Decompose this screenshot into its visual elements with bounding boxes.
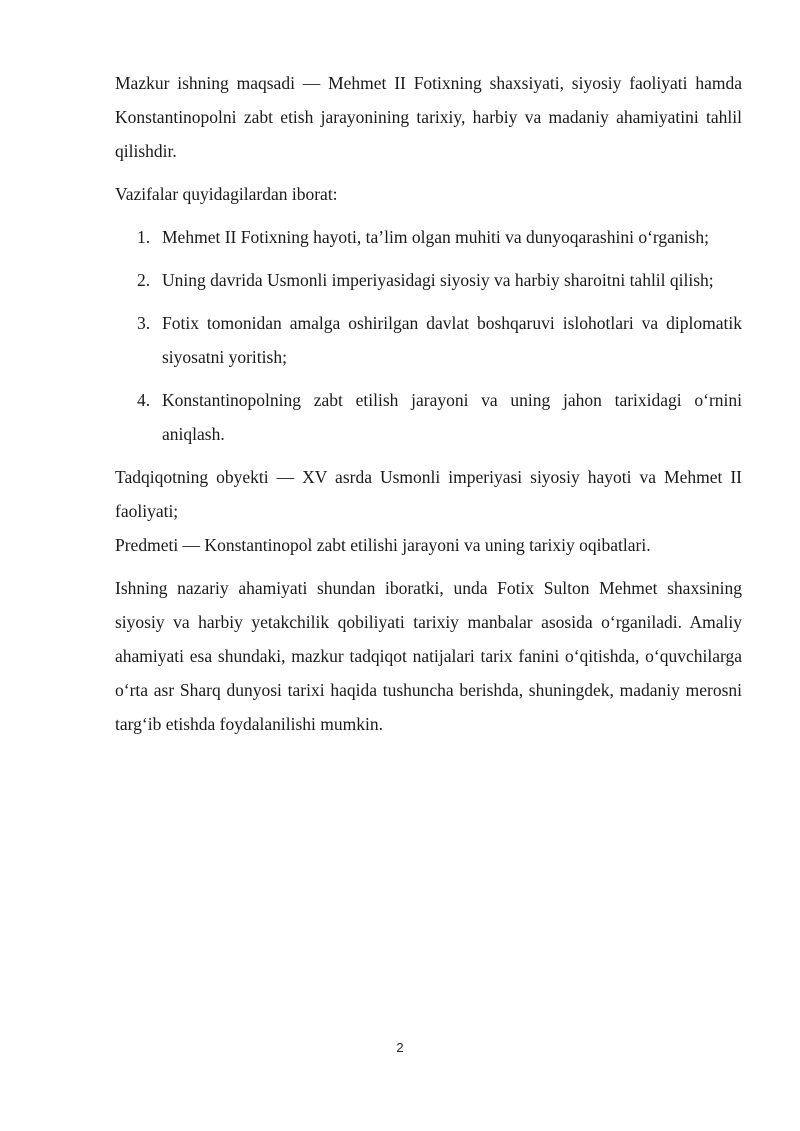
list-item-number: 1. xyxy=(137,227,151,247)
tasks-list xyxy=(115,220,742,451)
list-item xyxy=(137,220,742,254)
list-item-text: Konstantinopolning zabt etilish jarayoni va uning jahon tarixidagi o‘rnini aniqlash. xyxy=(162,390,742,444)
tasks-intro-paragraph: Vazifalar quyidagilardan iborat: xyxy=(115,184,338,204)
purpose-paragraph: Mazkur ishning maqsadi — Mehmet II Fotixning shaxsiyati, siyosiy faoliyati hamda Konstantinopolni zabt etish jarayonining tarixiy, harbiy va madaniy ahamiyatini tahlil qilishdir. xyxy=(115,73,742,161)
list-item xyxy=(137,263,742,297)
page-content xyxy=(115,66,742,741)
list-item-number: 2. xyxy=(137,270,151,290)
significance-paragraph: Ishning nazariy ahamiyati shundan iboratki, unda Fotix Sulton Mehmet shaxsining siyosiy va harbiy yetakchilik qobiliyati tarixiy manbalar asosida o‘rganiladi. Amaliy ahamiyati esa shundaki, mazkur tadqiqot natijalari tarix fanini o‘qitishda, o‘quvchilarga o‘rta asr Sharq dunyosi tarixi haqida tushuncha berishda, shuningdek, madaniy merosni targ‘ib etishda foydalanilishi mumkin. xyxy=(115,578,742,734)
list-item-number: 3. xyxy=(137,313,151,333)
page-number: 2 xyxy=(396,1040,404,1055)
research-object-paragraph: Tadqiqotning obyekti — XV asrda Usmonli imperiyasi siyosiy hayoti va Mehmet II faoliyati; xyxy=(115,467,742,521)
list-item-text: Uning davrida Usmonli imperiyasidagi siyosiy va harbiy sharoitni tahlil qilish; xyxy=(162,270,714,290)
list-item xyxy=(137,306,742,374)
list-item xyxy=(137,383,742,451)
list-item-text: Mehmet II Fotixning hayoti, ta’lim olgan muhiti va dunyoqarashini o‘rganish; xyxy=(162,227,709,247)
research-subject-paragraph: Predmeti — Konstantinopol zabt etilishi jarayoni va uning tarixiy oqibatlari. xyxy=(115,535,651,555)
list-item-text: Fotix tomonidan amalga oshirilgan davlat boshqaruvi islohotlari va diplomatik siyosatni yoritish; xyxy=(162,313,742,367)
list-item-number: 4. xyxy=(137,390,151,410)
